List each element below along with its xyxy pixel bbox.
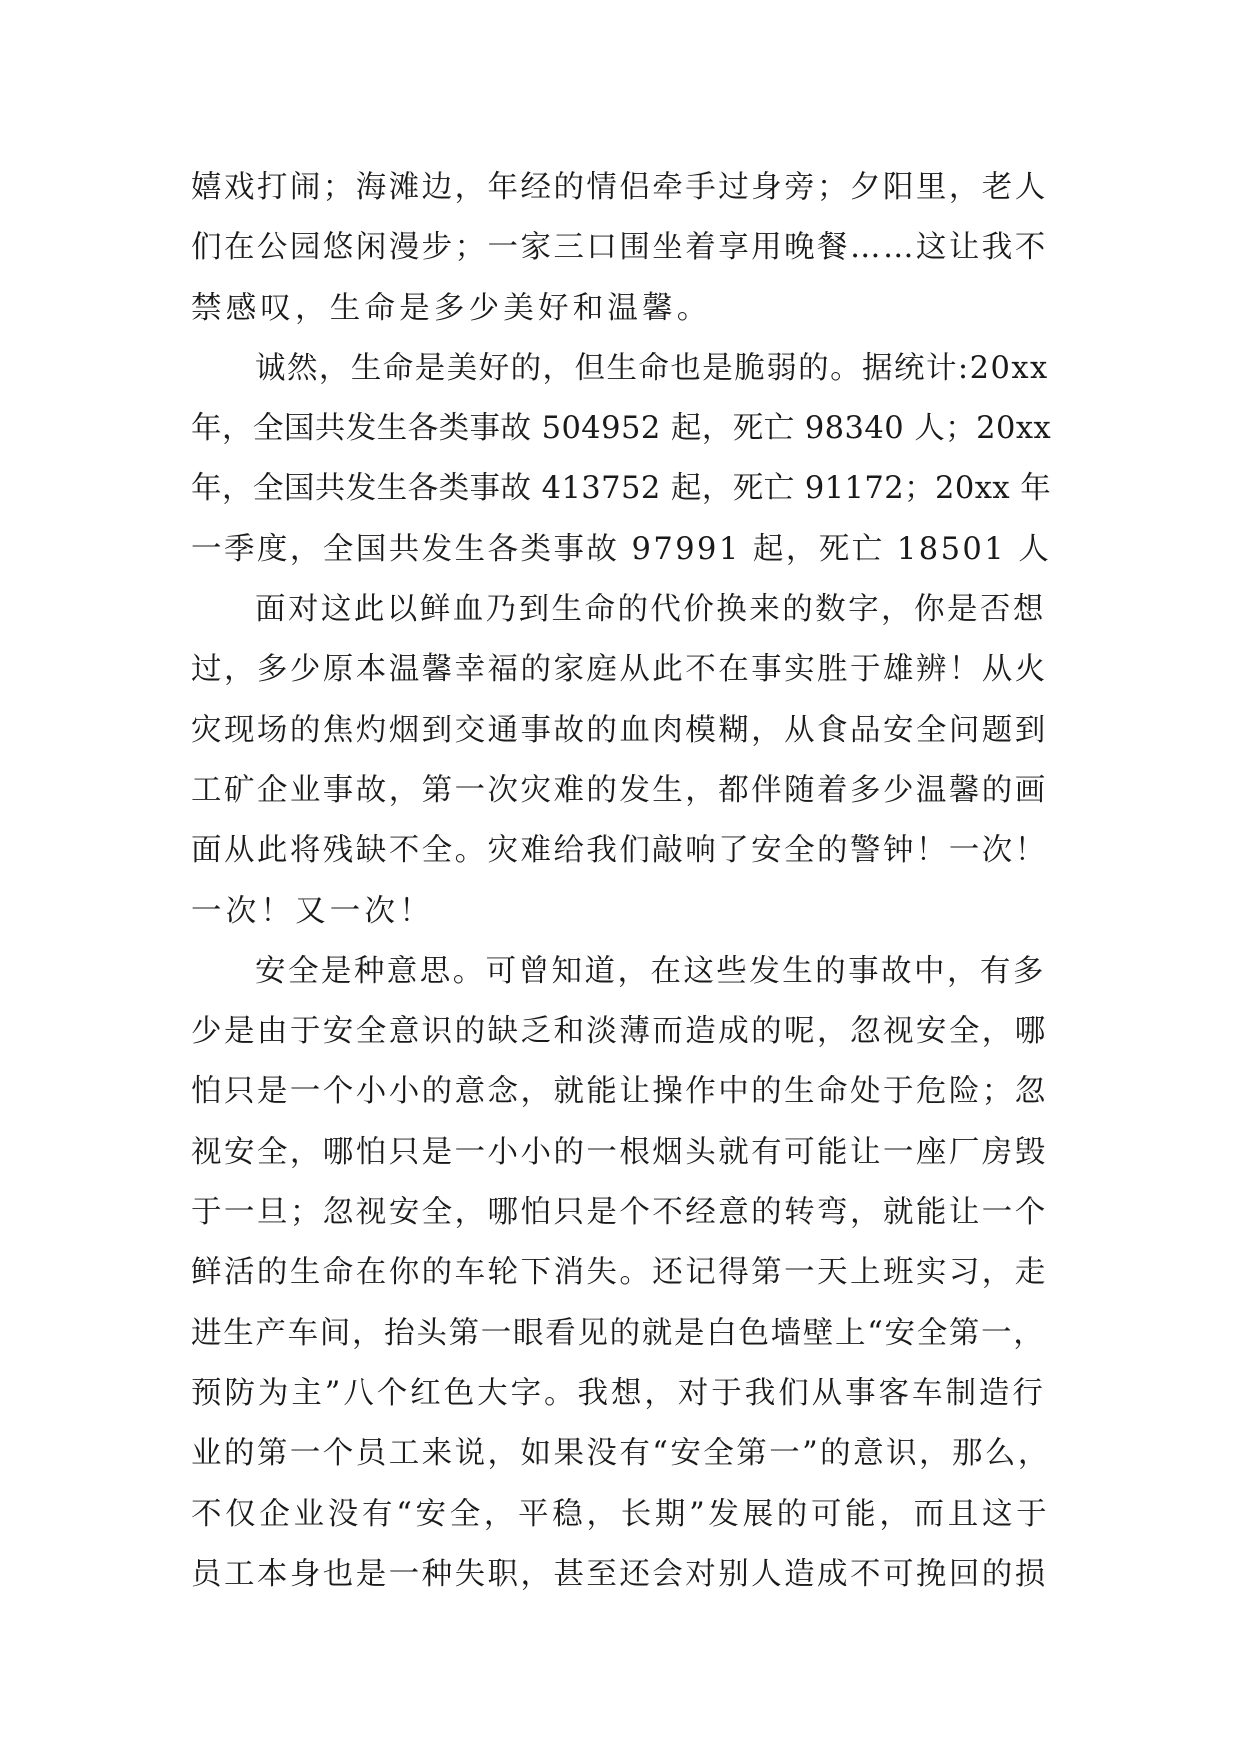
text-line: 禁感叹，生命是多少美好和温馨。 bbox=[191, 290, 712, 326]
text-line: 少是由于安全意识的缺乏和淡薄而造成的呢，忽视安全，哪 bbox=[191, 1014, 1048, 1050]
text-line: 业的第一个员工来说，如果没有“安全第一”的意识，那么， bbox=[191, 1436, 1051, 1472]
text-line: 预防为主”八个红色大字。我想，对于我们从事客车制造行 bbox=[191, 1375, 1046, 1411]
text-line: 灾现场的焦灼烟到交通事故的血肉模糊，从食品安全问题到 bbox=[191, 712, 1048, 748]
text-line: 过，多少原本温馨幸福的家庭从此不在事实胜于雄辨！从火 bbox=[191, 652, 1048, 688]
text-line: 进生产车间，抬头第一眼看见的就是白色墙壁上“安全第一， bbox=[191, 1315, 1046, 1351]
text-line: 不仅企业没有“安全，平稳，长期”发展的可能，而且这于 bbox=[191, 1496, 1051, 1532]
text-line: 员工本身也是一种失职，甚至还会对别人造成不可挽回的损 bbox=[191, 1556, 1048, 1592]
text-line: 怕只是一个小小的意念，就能让操作中的生命处于危险；忽 bbox=[191, 1074, 1048, 1110]
text-line: 于一旦；忽视安全，哪怕只是个不经意的转弯，就能让一个 bbox=[191, 1195, 1048, 1231]
text-line: 嬉戏打闹；海滩边，年经的情侣牵手过身旁；夕阳里，老人 bbox=[191, 170, 1048, 205]
text-line: 视安全，哪怕只是一小小的一根烟头就有可能让一座厂房毁 bbox=[191, 1134, 1048, 1170]
text-line: 们在公园悠闲漫步；一家三口围坐着享用晚餐……这让我不 bbox=[191, 230, 1048, 266]
document-body bbox=[191, 158, 1051, 1605]
text-line: 鲜活的生命在你的车轮下消失。还记得第一天上班实习，走 bbox=[191, 1255, 1048, 1291]
text-line: 面从此将残缺不全。灾难给我们敲响了安全的警钟！一次！ bbox=[191, 833, 1048, 869]
text-line: 一次！又一次！ bbox=[191, 893, 434, 929]
paragraph-first-line: 安全是种意思。可曾知道，在这些发生的事故中，有多 bbox=[255, 953, 1046, 989]
text-line: 年，全国共发生各类事故 504952 起，死亡 98340 人；20xx bbox=[191, 411, 1052, 447]
text-line: 工矿企业事故，第一次灾难的发生，都伴随着多少温馨的画 bbox=[191, 772, 1048, 808]
paragraph-first-line: 面对这此以鲜血乃到生命的代价换来的数字，你是否想 bbox=[255, 592, 1046, 628]
paragraph-first-line: 诚然，生命是美好的，但生命也是脆弱的。据统计:20xx bbox=[255, 350, 1049, 386]
text-line: 一季度，全国共发生各类事故 97991 起，死亡 18501 人 bbox=[191, 531, 1052, 567]
text-line: 年，全国共发生各类事故 413752 起，死亡 91172；20xx 年 bbox=[191, 471, 1052, 507]
